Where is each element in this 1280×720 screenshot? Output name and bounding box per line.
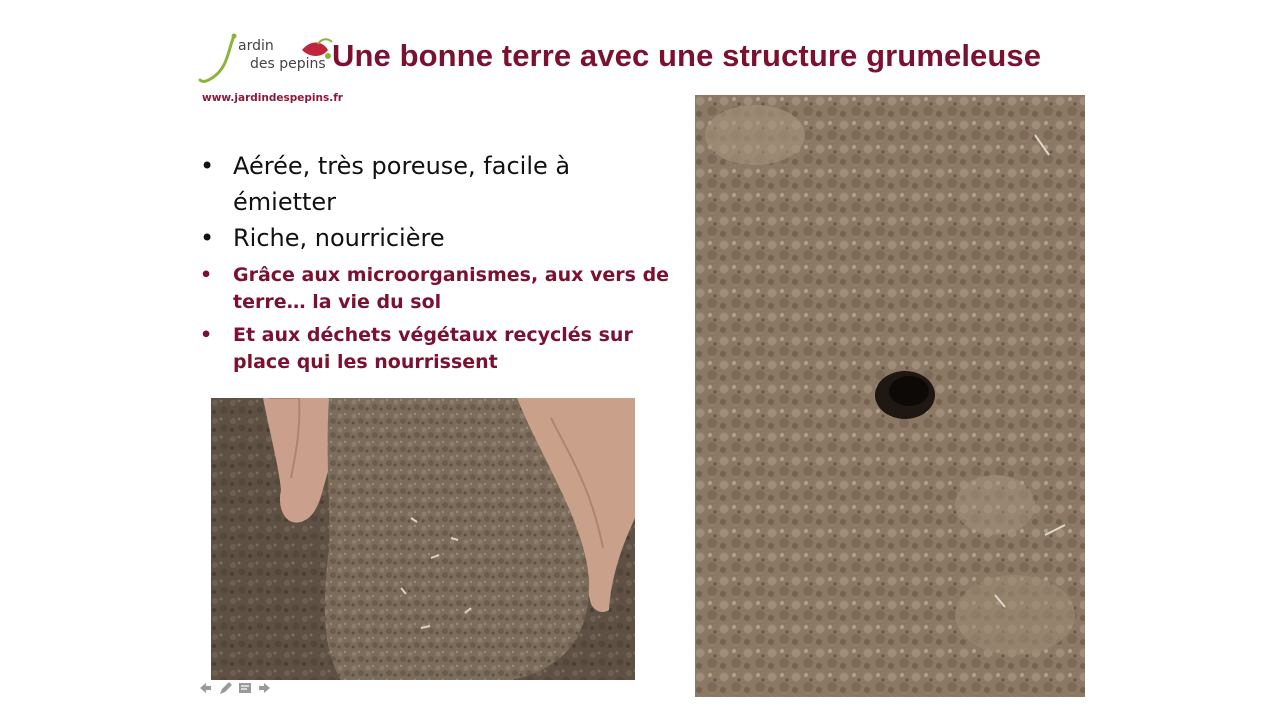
arrow-right-icon[interactable]	[258, 680, 272, 694]
main-bullet-list	[200, 148, 680, 256]
highlight-bullet-list	[200, 262, 680, 382]
slide-title: Une bonne terre avec une structure grumeleuse	[332, 38, 1042, 73]
notes-icon[interactable]	[238, 680, 252, 694]
highlight-bullet-item: • Grâce aux microorganismes, aux vers de terre… la vie du sol	[200, 262, 680, 316]
logo-text-des-pepins: des pepins	[250, 56, 326, 72]
bullet-item: • Aérée, très poreuse, facile à émietter	[200, 148, 680, 220]
logo-text-jardin: ardin	[238, 38, 274, 54]
slide-navigation	[198, 680, 272, 694]
hands-holding-soil-photo	[211, 398, 635, 680]
logo-url[interactable]: www.jardindespepins.fr	[202, 92, 343, 104]
arrow-left-icon[interactable]	[198, 680, 212, 694]
highlight-bullet-item: • Et aux déchets végétaux recyclés sur place qui les nourrissent	[200, 322, 680, 376]
pen-icon[interactable]	[218, 680, 232, 694]
bullet-item: • Riche, nourricière	[200, 220, 680, 256]
soil-closeup-photo	[695, 95, 1085, 697]
